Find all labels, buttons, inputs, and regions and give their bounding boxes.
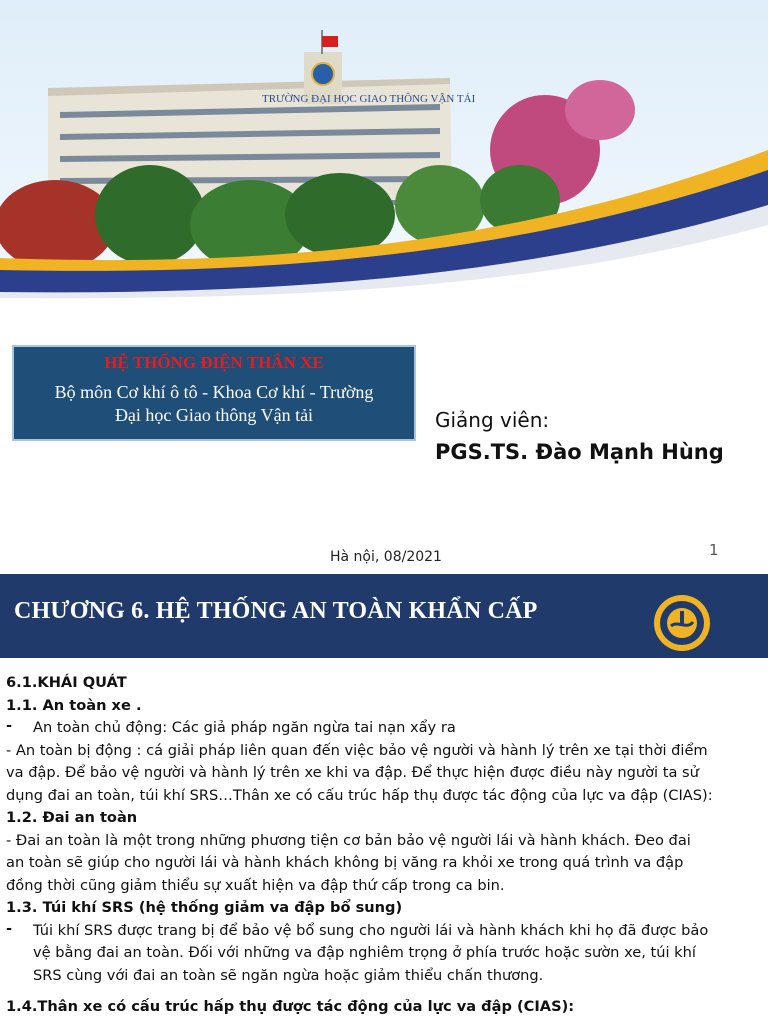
chapter-body [6, 672, 758, 1019]
chapter-title: CHƯƠNG 6. HỆ THỐNG AN TOÀN KHẨN CẤP [14, 598, 538, 624]
department-line-1: Bộ môn Cơ khí ô tô - Khoa Cơ khí - Trường [54, 382, 374, 402]
university-logo-icon [653, 594, 711, 652]
seatbelt-line-2: an toàn sẽ giúp cho người lái và hành khách không bị văng ra khỏi xe trong quá trình va đập [6, 854, 684, 871]
seatbelt-line-1: - Đai an toàn là một trong những phương tiện cơ bản bảo vệ người lái và hành khách. Đeo đai [6, 831, 691, 849]
heading-1-1: 1.1. An toàn xe . [6, 696, 142, 714]
airbag-line-2: vệ bằng đai an toàn. Đối với những va đập nghiêm trọng ở phía trước hoặc sườn xe, túi khí [33, 944, 696, 961]
heading-1-3: 1.3. Túi khí SRS (hệ thống giảm va đập bổ sung) [6, 899, 403, 916]
campus-banner-image [0, 0, 768, 310]
airbag-line-3: SRS cùng với đai an toàn sẽ ngăn ngừa hoặc giảm thiểu chấn thương. [33, 966, 544, 984]
date-text: Hà nội, 08/2021 [330, 549, 442, 565]
department-line-2: Đại học Giao thông Vận tải [114, 405, 314, 425]
chapter-header-bar [0, 574, 768, 658]
chapter-slide [0, 572, 768, 1024]
page-number: 1 [709, 541, 719, 559]
passive-safety-line-1: - An toàn bị động : cá giải pháp liên quan đến việc bảo vệ người và hành lý trên xe tại thời điểm [6, 741, 708, 759]
seatbelt-line-3: đồng thời cũng giảm thiểu sự xuất hiện va đập thứ cấp trong ca bin. [6, 876, 505, 894]
heading-1-2: 1.2. Đai an toàn [6, 809, 138, 826]
lecturer-name: PGS.TS. Đào Mạnh Hùng [435, 440, 724, 464]
building-sign: TRƯỜNG ĐẠI HỌC GIAO THÔNG VẬN TẢI [262, 93, 476, 105]
bullet-airbag: - Túi khí SRS được trang bị để bảo vệ bổ sung cho người lái và hành khách khi họ đã được bảo [6, 919, 709, 939]
course-title-box [12, 345, 416, 441]
course-title: HỆ THỐNG ĐIỆN THÂN XE [104, 353, 324, 372]
heading-1-4: 1.4.Thân xe có cấu trúc hấp thụ được tác động của lực va đập (CIAS): [6, 998, 575, 1015]
passive-safety-line-3: dụng đai an toàn, túi khí SRS…Thân xe có cấu trúc hấp thụ được tác động của lực va đập (CIAS): [6, 786, 713, 804]
bullet-active-safety: - An toàn chủ động: Các giả pháp ngăn ngừa tai nạn xẩy ra [6, 717, 456, 736]
passive-safety-line-2: va đập. Để bảo vệ người và hành lý trên xe khi va đập. Để thực hiện được điều này người ta sử [6, 764, 699, 781]
section-heading: 6.1.KHÁI QUÁT [6, 674, 127, 691]
lecturer-label: Giảng viên: [435, 408, 550, 432]
